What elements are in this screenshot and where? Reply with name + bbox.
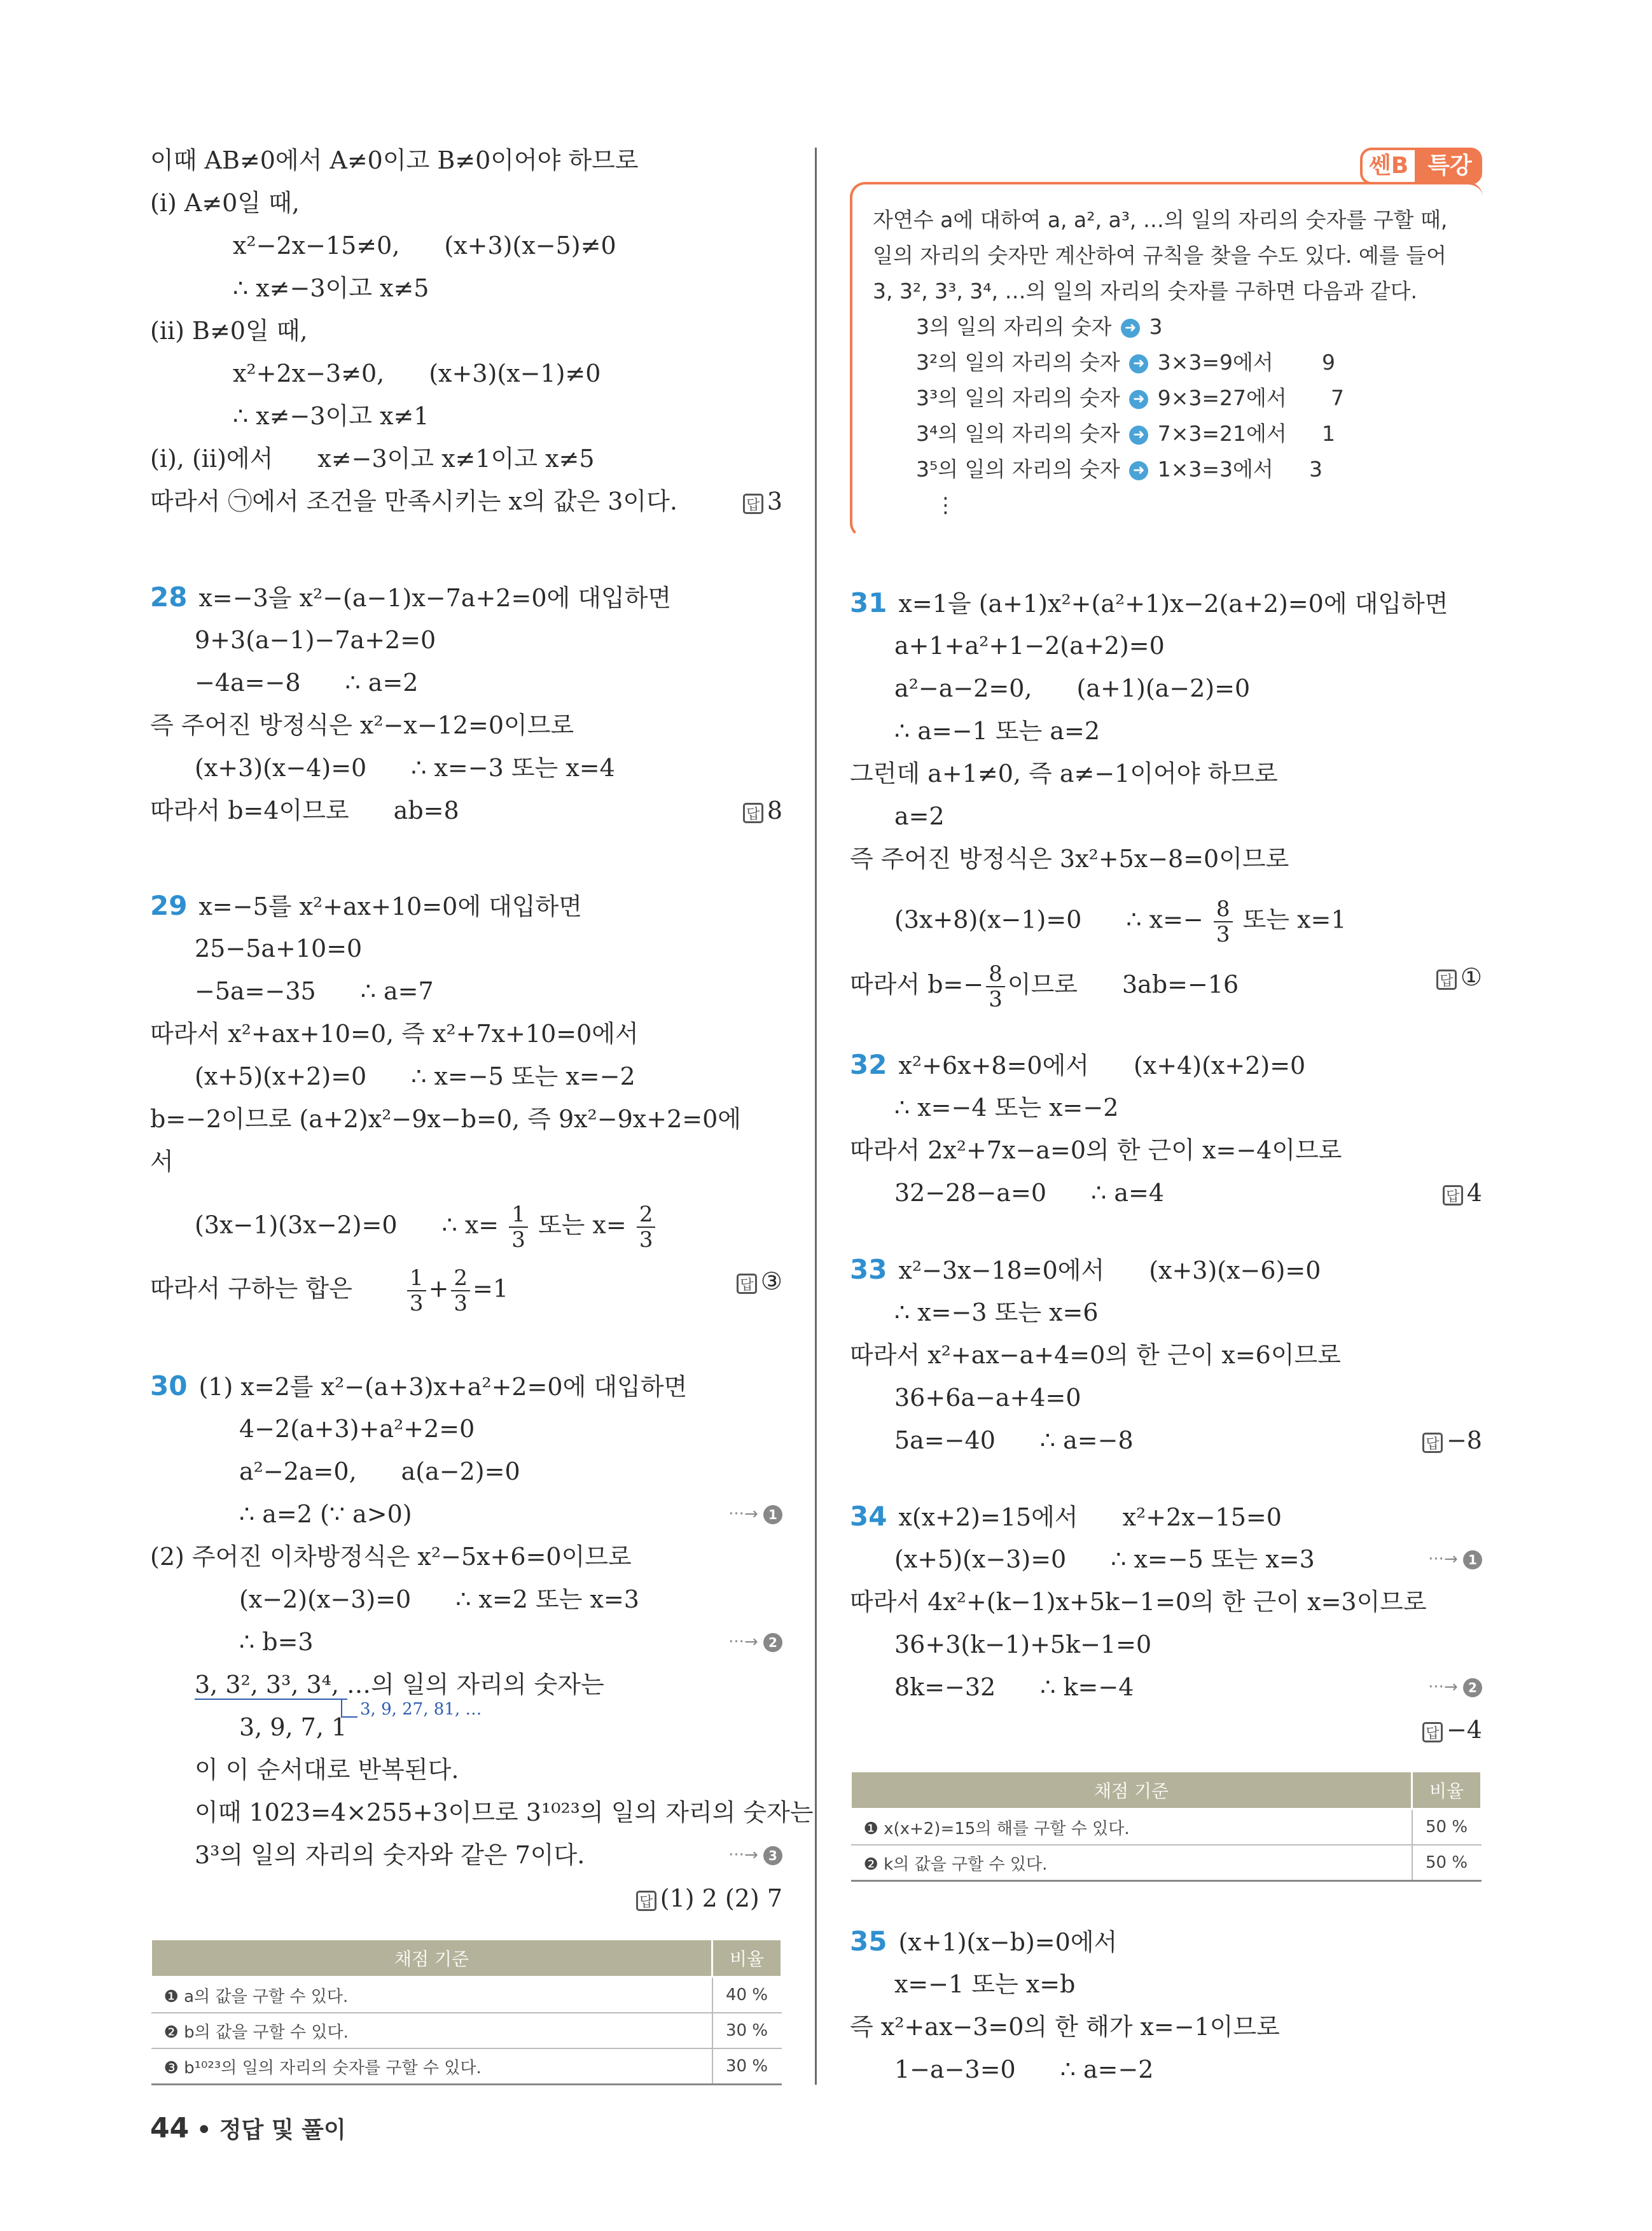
page-footer [150,2112,346,2144]
problem-34-line: 34 x(x+2)=15에서 x²+2x−15=0 [850,1501,1282,1532]
problem-33-line: 33 x²−3x−18=0에서 (x+3)(x−6)=0 [850,1254,1321,1285]
page-number: 44 [150,2112,190,2144]
math-line: ∴ x≠−3이고 x≠1 [233,402,429,430]
math-line: −4a=−8 ∴ a=2 [195,669,419,697]
math-line: ∴ b=3 [239,1628,314,1656]
text-line: 따라서 구하는 합은 $\frac{1}{3}$ + $\frac{2}{3}$ =1 [150,1265,509,1316]
grading-table [150,1938,782,2085]
column-divider [815,148,817,2085]
text-line: 따라서 b=− $\frac{8}{3}$ 이므로 3ab=−16 [850,961,1239,1012]
text-line: b=−2이므로 (a+2)x²−9x−b=0, 즉 9x²−9x+2=0에 [150,1105,741,1133]
math-line: 3, 3², 3³, 3⁴, …의 일의 자리의 숫자는 [195,1671,604,1699]
text-line: 즉 x²+ax−3=0의 한 해가 x=−1이므로 [850,2013,1280,2041]
table-header: 채점 기준 [151,1940,712,1977]
math-line: ∴ a=−1 또는 a=2 [894,717,1100,745]
box-value: 7 [1331,386,1344,410]
answer-line: 답 8 [743,795,782,826]
answer-line: 답 (1) 2 (2) 7 [636,1883,782,1914]
box-text: 일의 자리의 숫자만 계산하여 규칙을 찾을 수도 있다. 예를 들어 [873,243,1447,268]
problem-number: 35 [850,1926,887,1957]
step-marker: ···→ 1 [728,1499,782,1529]
math-line: (x+3)(x−4)=0 ∴ x=−3 또는 x=4 [195,754,615,782]
math-line: (x−2)(x−3)=0 ∴ x=2 또는 x=3 [239,1585,639,1613]
math-line: (x+5)(x−3)=0 ∴ x=−5 또는 x=3 [894,1545,1315,1573]
box-row: 3의 일의 자리의 숫자 ➜ 3 [916,314,1163,339]
table-header: 채점 기준 [851,1772,1412,1809]
math-line: 8k=−32 ∴ k=−4 [894,1673,1134,1701]
text-line: 따라서 4x²+(k−1)x+5k−1=0의 한 근이 x=3이므로 [850,1588,1427,1616]
math-line: a²−2a=0, a(a−2)=0 [239,1457,520,1485]
step-marker: ···→ 2 [728,1627,782,1657]
answer-icon: 답 [1422,1722,1443,1742]
math-line: 9+3(a−1)−7a+2=0 [195,626,436,654]
table-row: ❷ b의 값을 구할 수 있다. 30 % [151,2013,782,2048]
math-line: x²−2x−15≠0, (x+3)(x−5)≠0 [233,232,616,260]
box-text: 3, 3², 3³, 3⁴, …의 일의 자리의 숫자를 구하면 다음과 같다. [873,279,1417,303]
answer-icon: 답 [737,1274,757,1294]
arrow-icon: ➜ [1129,390,1148,409]
math-line: ∴ a=2 (∵ a>0) [239,1500,412,1528]
box-value: 1 [1322,421,1335,446]
math-line: a²−a−2=0, (a+1)(a−2)=0 [894,674,1251,702]
problem-number: 34 [850,1501,887,1532]
math-line: 3, 9, 7, 1 [239,1713,347,1741]
problem-31-line: 31 x=1을 (a+1)x²+(a²+1)x−2(a+2)=0에 대입하면 [850,587,1448,618]
problem-35-line: 35 (x+1)(x−b)=0에서 [850,1926,1118,1957]
arrow-icon: ➜ [1129,354,1148,373]
box-dots: ⋮ [935,492,956,517]
arrow-icon: ➜ [1129,461,1148,480]
table-row: ❷ k의 값을 구할 수 있다. 50 % [851,1845,1482,1881]
answer-line: 답 ① [1436,962,1482,992]
problem-28-line: 28 x=−3을 x²−(a−1)x−7a+2=0에 대입하면 [150,581,672,613]
text-line: (i), (ii)에서 x≠−3이고 x≠1이고 x≠5 [150,445,595,473]
step-marker: ···→ 2 [1428,1672,1482,1702]
text-line: (2) 주어진 이차방정식은 x²−5x+6=0이므로 [150,1543,632,1571]
table-row: ❶ a의 값을 구할 수 있다. 40 % [151,1977,782,2013]
box-text: 자연수 a에 대하여 a, a², a³, …의 일의 자리의 숫자를 구할 때, [873,207,1448,232]
math-line: 1−a−3=0 ∴ a=−2 [894,2055,1154,2083]
answer-icon: 답 [743,494,763,514]
text-line: 3³의 일의 자리의 숫자와 같은 7이다. [195,1841,585,1869]
answer-line: 답 4 [1443,1178,1482,1208]
text-line: 그런데 a+1≠0, 즉 a≠−1이어야 하므로 [850,760,1278,788]
answer-icon: 답 [1443,1185,1463,1206]
text-line: 따라서 2x²+7x−a=0의 한 근이 x=−4이므로 [850,1136,1342,1164]
problem-number: 32 [850,1049,887,1080]
arrow-icon: ➜ [1121,319,1140,338]
box-row: 3³의 일의 자리의 숫자 ➜ 9×3=27에서 [916,386,1287,410]
text-line: 이 이 순서대로 반복된다. [195,1756,459,1784]
math-line: (3x−1)(3x−2)=0 ∴ x= $\frac{1}{3}$ 또는 x= $\frac{2}{3}$ [195,1202,658,1252]
text-line: 즉 주어진 방정식은 3x²+5x−8=0이므로 [850,845,1289,873]
math-line: x=−1 또는 x=b [894,1970,1076,1998]
math-line: (3x+8)(x−1)=0 ∴ x=− $\frac{8}{3}$ 또는 x=1 [894,896,1347,947]
table-header: 비율 [712,1940,782,1977]
math-line: 36+3(k−1)+5k−1=0 [894,1630,1152,1658]
box-row: 3⁵의 일의 자리의 숫자 ➜ 1×3=3에서 [916,457,1274,482]
text-line: 따라서 x²+ax+10=0, 즉 x²+7x+10=0에서 [150,1020,639,1048]
answer-line: 답 3 [743,486,782,517]
box-value: 9 [1322,350,1335,375]
answer-icon: 답 [1422,1433,1443,1453]
footer-title: • 정답 및 풀이 [197,2117,346,2143]
text-line: 즉 주어진 방정식은 x²−x−12=0이므로 [150,711,574,739]
problem-number: 31 [850,587,887,618]
problem-32-line: 32 x²+6x+8=0에서 (x+4)(x+2)=0 [850,1049,1306,1080]
text-line: 따라서 x²+ax−a+4=0의 한 근이 x=6이므로 [850,1341,1341,1369]
math-line: 36+6a−a+4=0 [894,1384,1081,1412]
fraction: $\frac{2}{3}$ [637,1202,656,1252]
math-line: 5a=−40 ∴ a=−8 [894,1426,1134,1454]
step-marker: ···→ 3 [728,1840,782,1870]
text-line: 이때 1023=4×255+3이므로 3¹⁰²³의 일의 자리의 숫자는 [195,1798,814,1826]
fraction: $\frac{8}{3}$ [1214,897,1233,947]
text-line: (ii) B≠0일 때, [150,317,308,345]
box-row: 3²의 일의 자리의 숫자 ➜ 3×3=9에서 [916,350,1274,375]
problem-30-line: 30 (1) x=2를 x²−(a+3)x+a²+2=0에 대입하면 [150,1370,688,1401]
annotation: 3, 9, 27, 81, … [360,1700,482,1719]
math-line: 4−2(a+3)+a²+2=0 [239,1415,475,1443]
math-line: ∴ x=−4 또는 x=−2 [894,1094,1119,1122]
fraction: $\frac{1}{3}$ [509,1202,528,1252]
answer-line: 답 −4 [1422,1714,1482,1745]
text-line: (i) A≠0일 때, [150,189,300,217]
math-line: x²+2x−3≠0, (x+3)(x−1)≠0 [233,359,601,387]
fraction: $\frac{1}{3}$ [407,1266,426,1316]
math-line: −5a=−35 ∴ a=7 [195,977,434,1005]
text-line: 이때 AB≠0에서 A≠0이고 B≠0이어야 하므로 [150,146,639,174]
table-row: ❶ x(x+2)=15의 해를 구할 수 있다. 50 % [851,1809,1482,1845]
box-value: 3 [1309,457,1322,482]
step-marker: ···→ 1 [1428,1544,1482,1574]
math-line: a=2 [894,802,945,830]
answer-icon: 답 [743,803,763,823]
answer-line: 답 ③ [737,1266,782,1296]
answer-icon: 답 [1436,970,1457,990]
problem-number: 29 [150,890,188,921]
math-line: 32−28−a=0 ∴ a=4 [894,1179,1164,1207]
arrow-icon: ➜ [1129,426,1148,445]
table-header: 비율 [1412,1772,1482,1809]
text-line: 서 [150,1148,174,1176]
math-line: 25−5a+10=0 [195,935,363,963]
problem-number: 33 [850,1254,887,1285]
problem-number: 28 [150,581,188,613]
answer-icon: 답 [636,1891,656,1911]
problem-29-line: 29 x=−5를 x²+ax+10=0에 대입하면 [150,890,582,921]
underline [195,1699,347,1700]
box-row: 3⁴의 일의 자리의 숫자 ➜ 7×3=21에서 [916,421,1287,446]
fraction: $\frac{8}{3}$ [986,962,1005,1011]
special-badge: 쎈B 특강 [1360,148,1482,184]
grading-table [850,1770,1482,1882]
math-line: a+1+a²+1−2(a+2)=0 [894,632,1165,660]
answer-line: 답 −8 [1422,1425,1482,1456]
text-line: 따라서 ㉠에서 조건을 만족시키는 x의 값은 3이다. [150,487,677,515]
math-line: ∴ x≠−3이고 x≠5 [233,274,429,302]
fraction: $\frac{2}{3}$ [451,1266,470,1316]
problem-number: 30 [150,1370,188,1401]
table-row: ❸ b¹⁰²³의 일의 자리의 숫자를 구할 수 있다. 30 % [151,2048,782,2085]
math-line: ∴ x=−3 또는 x=6 [894,1298,1099,1326]
math-line: (x+5)(x+2)=0 ∴ x=−5 또는 x=−2 [195,1062,635,1090]
text-line: 따라서 b=4이므로 ab=8 [150,796,459,824]
